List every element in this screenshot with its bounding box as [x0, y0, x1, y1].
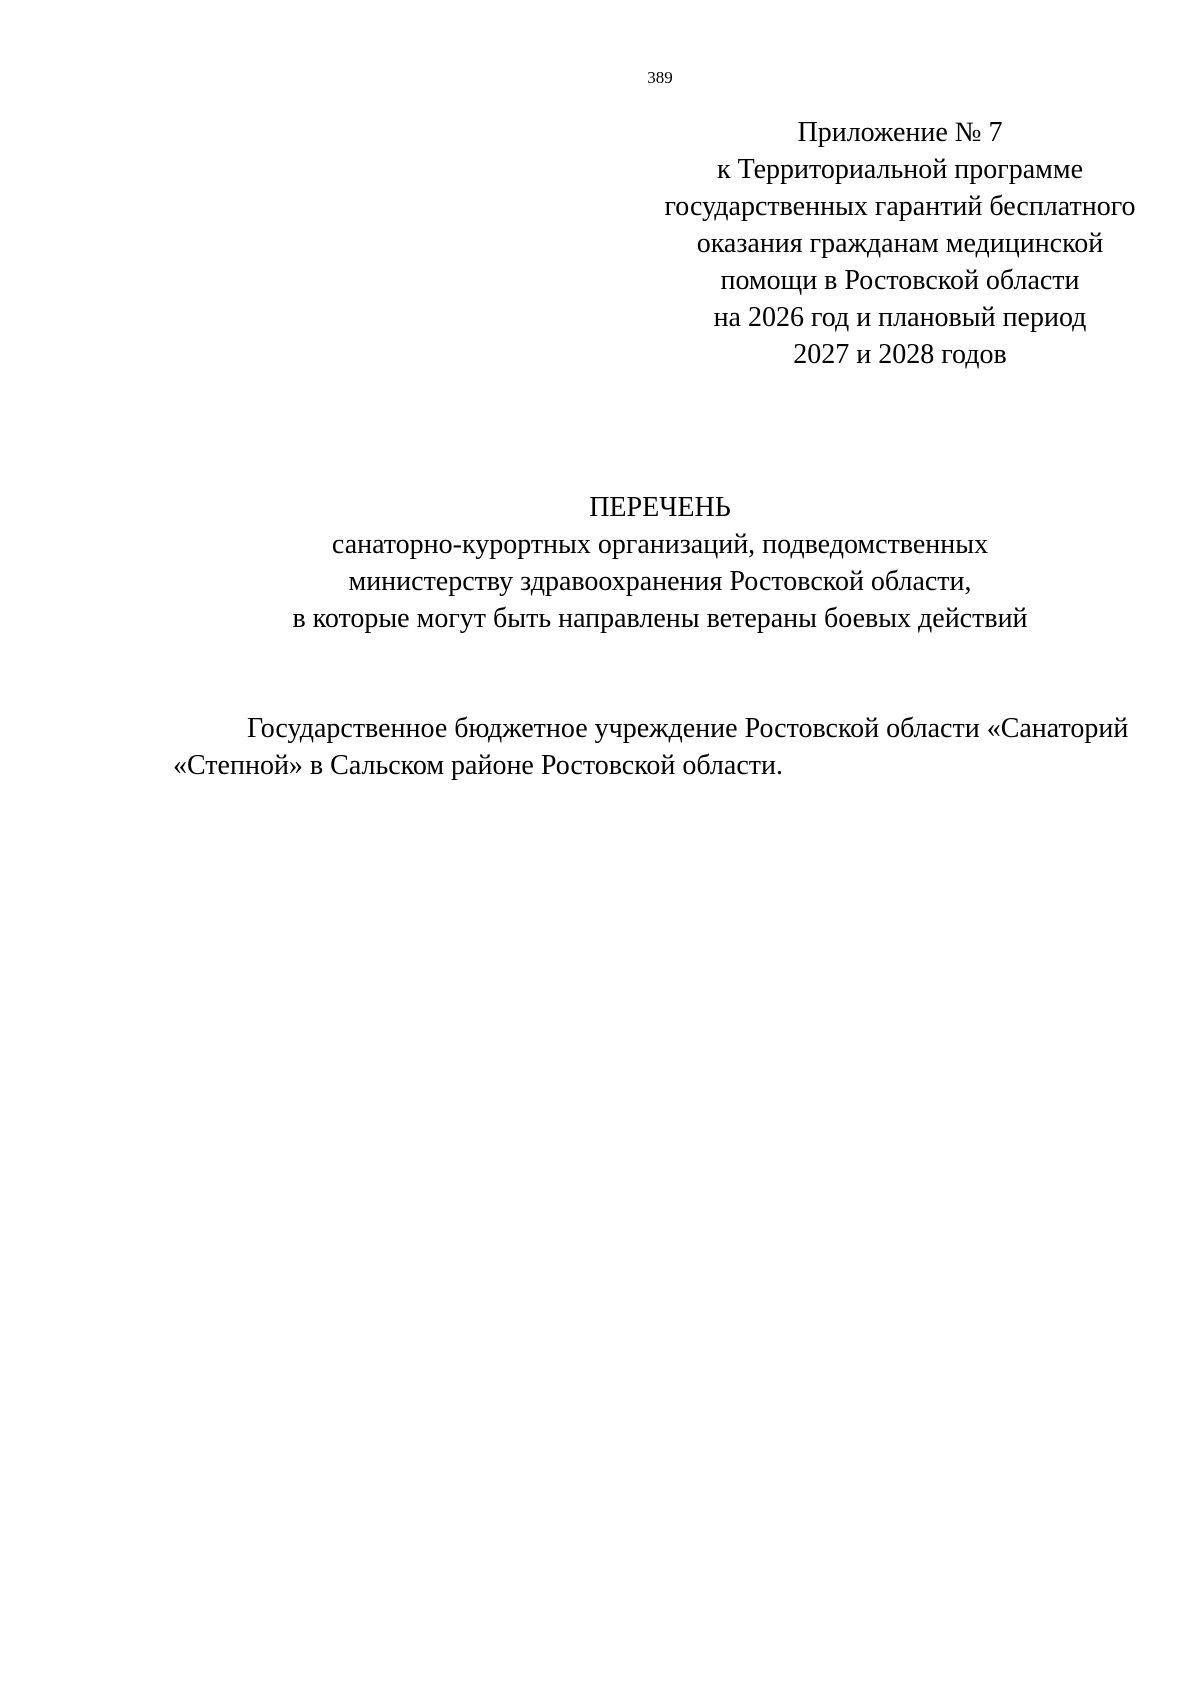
page-number: 389 — [647, 68, 673, 87]
appendix-line: к Территориальной программе — [716, 154, 1084, 185]
appendix-line: 2027 и 2028 годов — [793, 339, 1007, 370]
appendix-line: на 2026 год и плановый период — [713, 302, 1087, 333]
appendix-header — [610, 114, 1190, 373]
body-line: Государственное бюджетное учреждение Ростовской области «Санаторий — [247, 713, 1129, 744]
title-line: санаторно-курортных организаций, подведомственных — [331, 529, 989, 560]
appendix-line: помощи в Ростовской области — [720, 265, 1080, 296]
title-heading: ПЕРЕЧЕНЬ — [589, 492, 731, 523]
title-line: в которые могут быть направлены ветераны боевых действий — [292, 603, 1028, 634]
body-line: «Степной» в Сальском районе Ростовской области. — [173, 750, 783, 781]
document-title — [170, 489, 1150, 637]
appendix-line: государственных гарантий бесплатного — [664, 191, 1136, 222]
body-paragraph — [173, 710, 1163, 784]
title-line: министерству здравоохранения Ростовской области, — [348, 566, 972, 597]
appendix-line: оказания гражданам медицинской — [696, 228, 1104, 259]
appendix-line: Приложение № 7 — [797, 117, 1003, 148]
